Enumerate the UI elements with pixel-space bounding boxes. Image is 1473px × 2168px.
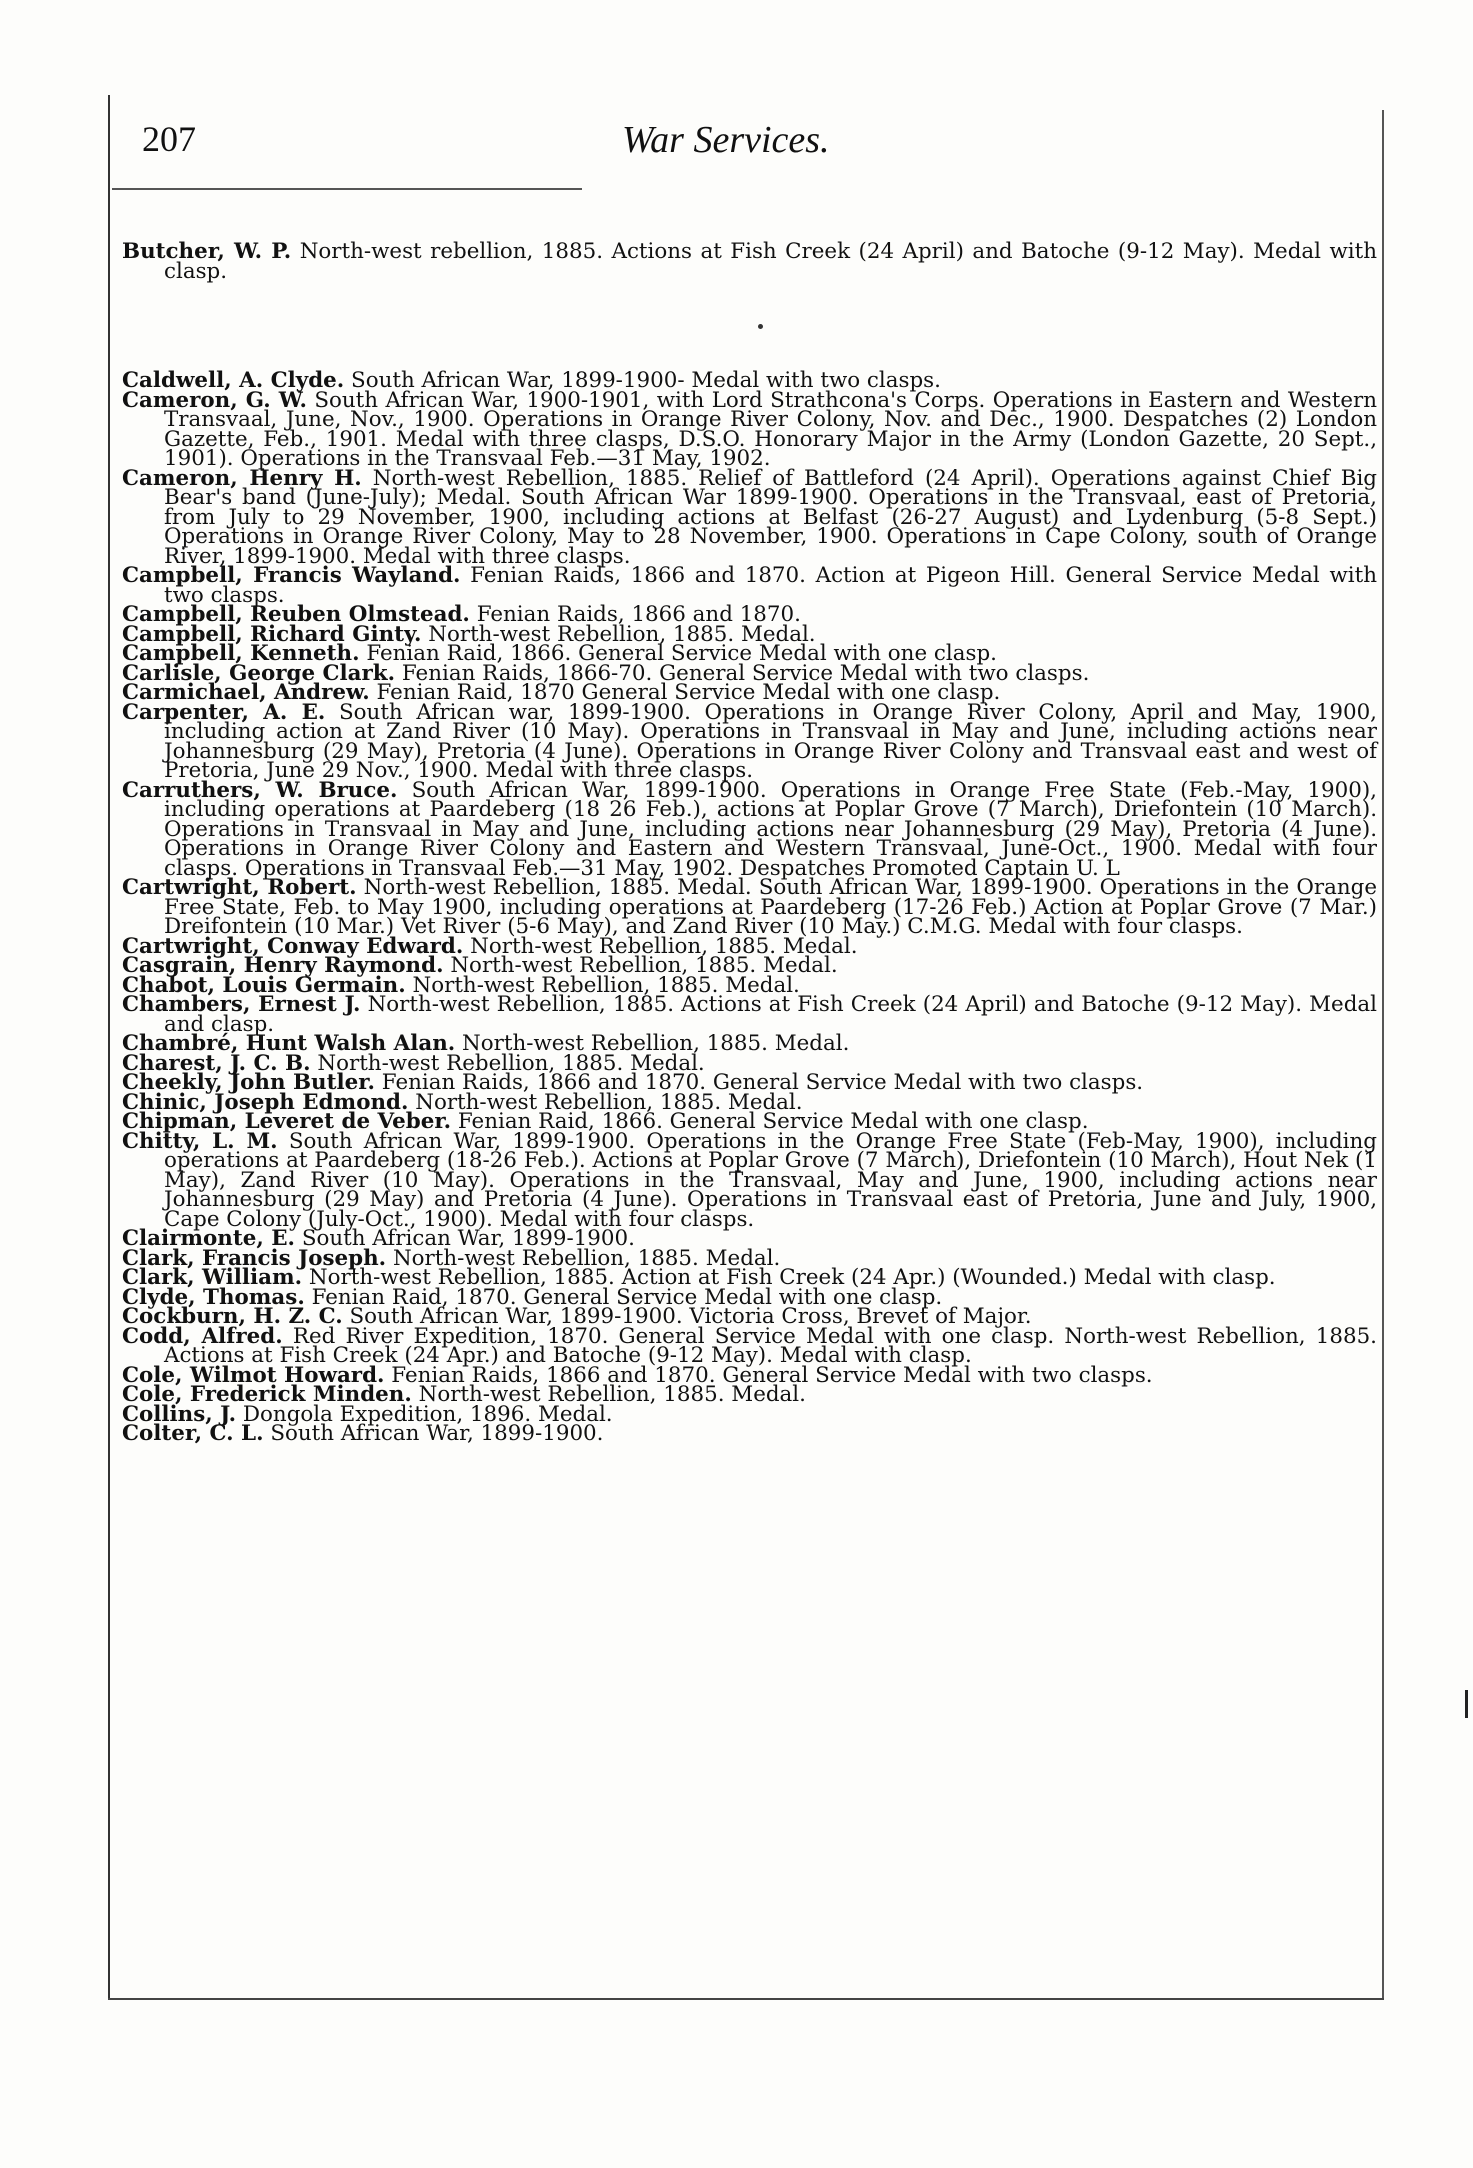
entry-butcher (122, 239, 1377, 284)
entry-name: Carmichael, Andrew. (122, 680, 370, 705)
entry-text: South African War, 1899-1900. Operations in the Orange Free State (Feb-May, 1900), including operations at Paardeberg (18-26 Feb.). Actions at Poplar Grove (7 March), Driefontein (10 March), Hout Nek (1 May), Zand River (10 May). Operations in the Transvaal, May and June, 1900, including actions near Johannesburg (29 May) and Pretoria (4 June). Operations in Transvaal east of Pretoria, June and July, 1900, Cape Colony (July-Oct., 1900). Medal with four clasps. (164, 1128, 1377, 1232)
entry-text: Fenian Raids, 1866 and 1870. Action at Pigeon Hill. General Service Medal with two clasps. (164, 563, 1377, 608)
entry-text: Fenian Raid, 1866. General Service Medal with one clasp. (457, 1109, 1089, 1134)
entry-text: North-west Rebellion, 1885. Medal. (412, 972, 800, 998)
header-rule (112, 188, 582, 190)
entry-list (122, 239, 1377, 1446)
entry-text: Dongola Expedition, 1896. Medal. (242, 1401, 613, 1427)
entry-text: South African War, 1899-1900. Victoria Cross, Brevet of Major. (349, 1304, 1032, 1329)
entry-text: North-west Rebellion, 1885. Relief of Battleford (24 April). Operations against Chief Big Bear's band (June-July); Medal. South African War 1899-1900. Operations in the Transvaal, east of Pretoria, from July to 29 November, 1900, including actions at Belfast (26-27 August) and Lydenburg (5-8 Sept.) Operations in Orange River Colony, May to 28 November, 1900. Operations in Cape Colony, south of Orange River, 1899-1900. Medal with three clasps. (164, 465, 1377, 569)
entry-text: North-west Rebellion, 1885. Actions at Fish Creek (24 April) and Batoche (9-12 May). Medal and clasp. (164, 992, 1377, 1037)
entry-name: Chambré, Hunt Walsh Alan. (122, 1031, 456, 1056)
entry-text: Fenian Raid, 1870 General Service Medal with one clasp. (376, 680, 1001, 705)
entry-name: Carpenter, A. E. (122, 699, 326, 725)
entry-text: North-west Rebellion, 1885. Medal. South African War, 1899-1900. Operations in the Orange Free State, Feb. to May 1900, including operations at Paardeberg (17-26 Feb.) Action at Poplar Grove (7 Mar.) Dreifontein (10 Mar.) Vet River (5-6 May), and Zand River (10 May.) C.M.G. Medal with four clasps. (164, 875, 1377, 939)
entry-name: Chabot, Louis Germain. (122, 972, 406, 998)
entry-text: South African War, 1899-1900. (301, 1226, 635, 1251)
entry-text: North-west Rebellion, 1885. Medal. (418, 1382, 806, 1407)
section-gap (122, 281, 1377, 371)
entry-name: Cole, Frederick Minden. (122, 1382, 412, 1407)
entry-name: Campbell, Francis Wayland. (122, 563, 461, 588)
entry-name: Cameron, G. W. (122, 387, 307, 413)
entry-text: North-west Rebellion, 1885. Medal. (462, 1031, 850, 1056)
entry-text: Red River Expedition, 1870. General Service Medal with one clasp. North-west Rebellion, 1885. Actions at Fish Creek (24 Apr.) and Batoche (9-12 May). Medal with clasp. (164, 1323, 1377, 1368)
entry-text: South African War, 1900-1901, with Lord Strathcona's Corps. Operations in Eastern and Western Transvaal, June, Nov., 1900. Operations in Orange River Colony, Nov. and Dec., 1900. Despatches (2) London Gazette, Feb., 1901. Medal with three clasps, D.S.O. Honorary Major in the Army (London Gazette, 20 Sept., 1901). Operations in the Transvaal Feb.—31 May, 1902. (164, 387, 1377, 471)
entry-name: Chinic, Joseph Edmond. (122, 1089, 409, 1115)
entry-colter (122, 1421, 1377, 1446)
entry-cameron-henry (122, 465, 1377, 569)
running-head: War Services. (622, 119, 830, 161)
entry-name: Campbell, Richard Ginty. (122, 621, 422, 647)
entry-name: Charest, J. C. B. (122, 1050, 311, 1076)
entry-text: North-west rebellion, 1885. Actions at Fish Creek (24 April) and Batoche (9-12 May). Medal with clasp. (164, 239, 1377, 284)
entry-text: North-west Rebellion, 1885. Medal. (450, 953, 838, 978)
entry-campbell-francis (122, 563, 1377, 608)
entry-name: Cheekly, John Butler. (122, 1070, 375, 1095)
entry-text: Fenian Raid, 1866. General Service Medal with one clasp. (366, 641, 997, 666)
entry-text: North-west Rebellion, 1885. Medal. (317, 1050, 705, 1076)
entry-text: Fenian Raids, 1866-70. General Service Medal with two clasps. (401, 660, 1090, 686)
entry-name: Butcher, W. P. (122, 239, 292, 264)
entry-text: South African War, 1899-1900- Medal with two clasps. (351, 368, 941, 393)
entry-text: North-west Rebellion, 1885. Medal. (428, 621, 816, 647)
entry-text: Fenian Raid, 1870. General Service Medal with one clasp. (311, 1284, 943, 1310)
entry-text: Fenian Raids, 1866 and 1870. (476, 602, 801, 627)
entry-codd (122, 1323, 1377, 1368)
right-margin-rule (1382, 110, 1384, 2000)
entry-name: Clyde, Thomas. (122, 1284, 305, 1310)
entry-name: Colter, C. L. (122, 1421, 264, 1446)
entry-name: Caldwell, A. Clyde. (122, 368, 345, 393)
entry-text: North-west Rebellion, 1885. Medal. (470, 933, 858, 959)
entry-name: Cole, Wilmot Howard. (122, 1362, 385, 1388)
entry-name: Cameron, Henry H. (122, 465, 362, 491)
entry-name: Carlisle, George Clark. (122, 660, 396, 686)
entry-text: South African War, 1899-1900. (270, 1421, 604, 1446)
entry-text: North-west Rebellion, 1885. Medal. (392, 1245, 781, 1271)
entry-text: North-west Rebellion, 1885. Action at Fish Creek (24 Apr.) (Wounded.) Medal with clasp. (308, 1265, 1276, 1290)
entry-name: Chipman, Leveret de Veber. (122, 1109, 452, 1134)
entry-cartwright-robert (122, 875, 1377, 939)
entry-name: Clairmonte, E. (122, 1226, 295, 1251)
entry-name: Cockburn, H. Z. C. (122, 1304, 343, 1329)
entry-chitty (122, 1128, 1377, 1232)
entry-name: Chambers, Ernest J. (122, 992, 361, 1017)
left-margin-rule (108, 95, 110, 2000)
entry-name: Codd, Alfred. (122, 1323, 283, 1349)
entry-text: South African war, 1899-1900. Operations in Orange River Colony, April and May, 1900, including action at Zand River (10 May). Operations in Transvaal in May and June, including actions near Johannesburg (29 May), Pretoria (4 June). Operations in Orange River Colony and Transvaal east and west of Pretoria, June 29 Nov., 1900. Medal with three clasps. (164, 699, 1377, 783)
entry-text: Fenian Raids, 1866 and 1870. General Service Medal with two clasps. (381, 1070, 1144, 1095)
edge-mark (1465, 1690, 1468, 1718)
entry-name: Clark, William. (122, 1265, 303, 1290)
entry-name: Clark, Francis Joseph. (122, 1245, 387, 1271)
entry-name: Casgrain, Henry Raymond. (122, 953, 444, 978)
entry-name: Cartwright, Robert. (122, 875, 357, 900)
entry-chambers (122, 992, 1377, 1037)
entry-text: North-west Rebellion, 1885. Medal. (415, 1089, 803, 1115)
entry-name: Chitty, L. M. (122, 1128, 278, 1154)
entry-text: Fenian Raids, 1866 and 1870. General Service Medal with two clasps. (391, 1362, 1153, 1388)
page-number: 207 (142, 119, 196, 159)
entry-carruthers (122, 777, 1377, 881)
entry-name: Campbell, Reuben Olmstead. (122, 602, 470, 627)
bottom-rule (108, 1998, 1384, 2000)
entry-carpenter (122, 699, 1377, 783)
entry-cameron-gw (122, 387, 1377, 471)
entry-name: Campbell, Kenneth. (122, 641, 360, 666)
entry-name: Collins, J. (122, 1401, 237, 1427)
entry-name: Cartwright, Conway Edward. (122, 933, 464, 959)
entry-name: Carruthers, W. Bruce. (122, 777, 398, 803)
entry-text: South African War, 1899-1900. Operations in Orange Free State (Feb.-May, 1900), including operations at Paardeberg (18 26 Feb.), actions at Poplar Grove (7 March), Driefontein (10 March). Operations in Transvaal in May and June, including actions near Johannesburg (29 May), Pretoria (4 June). Operations in Orange River Colony and Eastern and Western Transvaal, June-Oct., 1900. Medal with four clasps. Operations in Transvaal Feb.—31 May, 1902. Despatches Promoted Captain U. L (164, 777, 1377, 881)
